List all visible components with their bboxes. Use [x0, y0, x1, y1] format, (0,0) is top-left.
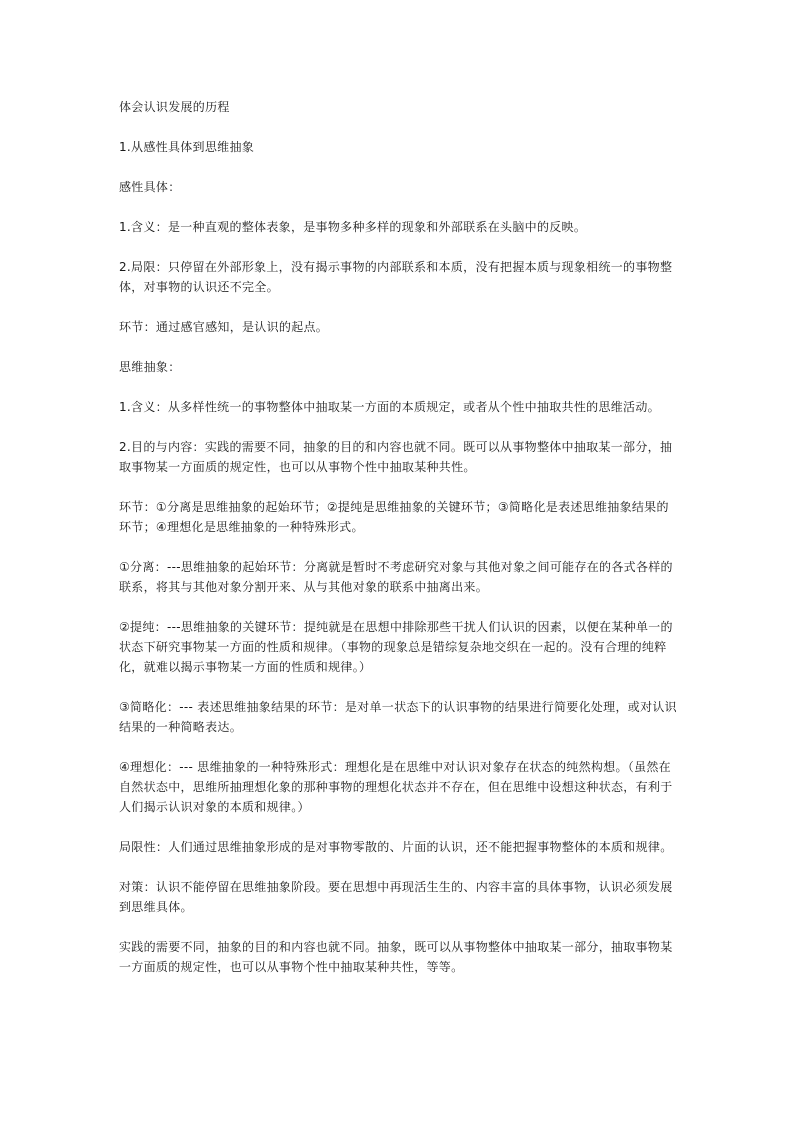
section-heading-sensory-to-abstract: 1.从感性具体到思维抽象	[119, 140, 255, 154]
paragraph-sensory-limitation: 2.局限：只停留在外部形象上，没有揭示事物的内部联系和本质，没有把握本质与现象相统一的事物整体，对事物的认识还不完全。	[119, 260, 673, 294]
paragraph-idealization: ④理想化：--- 思维抽象的一种特殊形式：理想化是在思维中对认识对象存在状态的纯然构想。（虽然在自然状态中，思维所抽理想化象的那种事物的理想化状态并不存在，但在思维中设想这种状态，有利于人们揭示认识对象的本质和规律。）	[119, 760, 673, 814]
paragraph-abstraction-purpose: 2.目的与内容：实践的需要不同，抽象的目的和内容也就不同。既可以从事物整体中抽取某一部分，抽取事物某一方面质的规定性，也可以从事物个性中抽取某种共性。	[119, 440, 673, 474]
document-body	[119, 97, 681, 997]
subheading-sensory-concrete: 感性具体：	[119, 180, 181, 194]
paragraph-abstraction-links: 环节：①分离是思维抽象的起始环节；②提纯是思维抽象的关键环节；③简略化是表述思维抽象结果的环节；④理想化是思维抽象的一种特殊形式。	[119, 500, 669, 534]
paragraph-countermeasure: 对策：认识不能停留在思维抽象阶段。要在思想中再现活生生的、内容丰富的具体事物，认识必须发展到思维具体。	[119, 880, 673, 914]
document-heading: 体会认识发展的历程	[119, 100, 230, 114]
paragraph-limitation: 局限性：人们通过思维抽象形成的是对事物零散的、片面的认识，还不能把握事物整体的本质和规律。	[119, 840, 673, 854]
subheading-thinking-abstraction: 思维抽象：	[119, 360, 181, 374]
paragraph-practice-needs: 实践的需要不同，抽象的目的和内容也就不同。抽象，既可以从事物整体中抽取某一部分，抽取事物某一方面质的规定性，也可以从事物个性中抽取某种共性，等等。	[119, 940, 673, 974]
paragraph-sensory-link: 环节：通过感官感知，是认识的起点。	[119, 320, 329, 334]
paragraph-abstraction-meaning: 1.含义：从多样性统一的事物整体中抽取某一方面的本质规定，或者从个性中抽取共性的思维活动。	[119, 400, 660, 414]
paragraph-purification: ②提纯：---思维抽象的关键环节：提纯就是在思想中排除那些干扰人们认识的因素，以便在某种单一的状态下研究事物某一方面的性质和规律。（事物的现象总是错综复杂地交织在一起的。没有合理的纯粹化，就难以揭示事物某一方面的性质和规律。）	[119, 620, 673, 674]
paragraph-simplification: ③简略化：--- 表述思维抽象结果的环节：是对单一状态下的认识事物的结果进行简要化处理，或对认识结果的一种简略表达。	[119, 700, 677, 734]
paragraph-separation: ①分离：---思维抽象的起始环节：分离就是暂时不考虑研究对象与其他对象之间可能存在的各式各样的联系，将其与其他对象分割开来、从与其他对象的联系中抽离出来。	[119, 560, 673, 594]
paragraph-sensory-meaning: 1.含义：是一种直观的整体表象，是事物多种多样的现象和外部联系在头脑中的反映。	[119, 220, 587, 234]
